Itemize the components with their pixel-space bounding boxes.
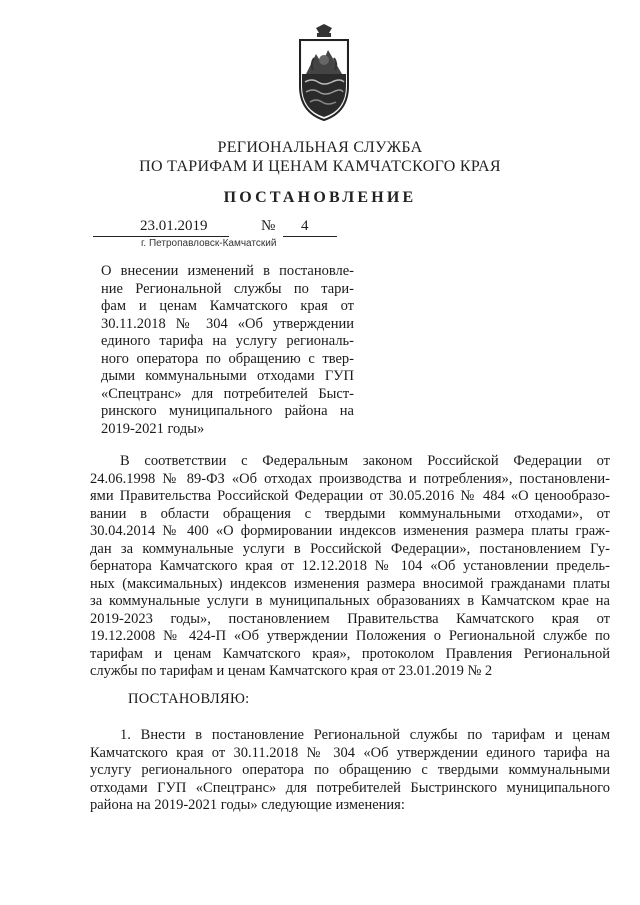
number-underline — [283, 236, 337, 237]
document-number: 4 — [301, 218, 309, 234]
subject-line: ного оператора по обращению с твер- — [101, 350, 354, 367]
item-line: услугу регионального оператора по обращению с твердыми коммунальными — [90, 762, 610, 778]
preamble-line: 30.04.2014 № 400 «О формировании индексов изменения размера платы граж- — [90, 523, 610, 539]
item-line: Камчатского края от 30.11.2018 № 304 «Об утверждении единого тарифа на — [90, 744, 610, 761]
organization-title-line1: РЕГИОНАЛЬНАЯ СЛУЖБА — [217, 139, 423, 156]
document-city: г. Петропавловск-Камчатский — [141, 238, 277, 249]
subject-line: «Спецтранс» для потребителей Быст- — [101, 385, 354, 402]
preamble-line: ями Правительства Российской Федерации от 30.05.2016 № 484 «О ценообразо- — [90, 488, 610, 504]
preamble-line: 19.12.2008 № 424-П «Об утверждении Положения о Региональной службе по — [90, 628, 610, 644]
subject-line: единого тарифа на услугу региональ- — [101, 333, 354, 349]
preamble-line: дан за коммунальные услуги в Российской Федерации», постановлением Гу- — [90, 540, 610, 557]
preamble-line: бернатора Камчатского края от 12.12.2018 № 104 «Об установлении предель- — [90, 558, 610, 574]
subject-line: дыми коммунальными отходами ГУП — [101, 368, 354, 384]
item-line: 1. Внести в постановление Региональной службы по тарифам и ценам — [120, 727, 610, 743]
preamble-paragraph — [90, 453, 610, 681]
preamble-line: 2019-2023 годы», постановлением Правительства Камчатского края от — [90, 610, 610, 627]
subject-line: О внесении изменений в постановле- — [101, 263, 354, 279]
document-type-title: ПОСТАНОВЛЕНИЕ — [223, 189, 417, 206]
document-subject — [101, 263, 354, 438]
subject-line: 30.11.2018 № 304 «Об утверждении — [101, 315, 354, 332]
subject-line: ние Региональной службы по тари- — [101, 280, 354, 297]
preamble-line: 24.06.1998 № 89-ФЗ «Об отходах производства и потребления», постановлени- — [90, 470, 610, 487]
item-1-paragraph — [90, 727, 610, 815]
preamble-line: службы по тарифам и ценам Камчатского края от 23.01.2019 № 2 — [90, 663, 493, 679]
organization-title-line2: ПО ТАРИФАМ И ЦЕНАМ КАМЧАТСКОГО КРАЯ — [139, 158, 501, 175]
subject-line: фам и ценам Камчатского края от — [101, 298, 354, 314]
preamble-line: В соответствии с Федеральным законом Российской Федерации от — [120, 453, 610, 469]
decree-heading: ПОСТАНОВЛЯЮ: — [128, 691, 250, 707]
date-underline — [93, 236, 229, 237]
preamble-line: тарифам и ценам Камчатского края», протоколом Правления Региональной — [90, 645, 610, 662]
subject-line: ринского муниципального района на — [101, 403, 354, 419]
item-line: отходами ГУП «Спецтранс» для потребителей Быстринского муниципального — [90, 779, 610, 796]
subject-line: 2019-2021 годы» — [101, 420, 205, 437]
document-date: 23.01.2019 — [140, 218, 208, 234]
preamble-line: ных (максимальных) индексов изменения размера вносимой гражданами платы — [90, 575, 610, 592]
number-sign: № — [261, 218, 276, 234]
preamble-line: вании в области обращения с твердыми коммунальными отходами», от — [90, 505, 610, 522]
preamble-line: за коммунальные услуги в муниципальных образованиях в Камчатском крае на — [90, 593, 610, 609]
date-number-line — [93, 218, 337, 238]
coat-of-arms-icon — [296, 24, 352, 122]
item-line: района на 2019-2021 годы» следующие изменения: — [90, 797, 405, 813]
